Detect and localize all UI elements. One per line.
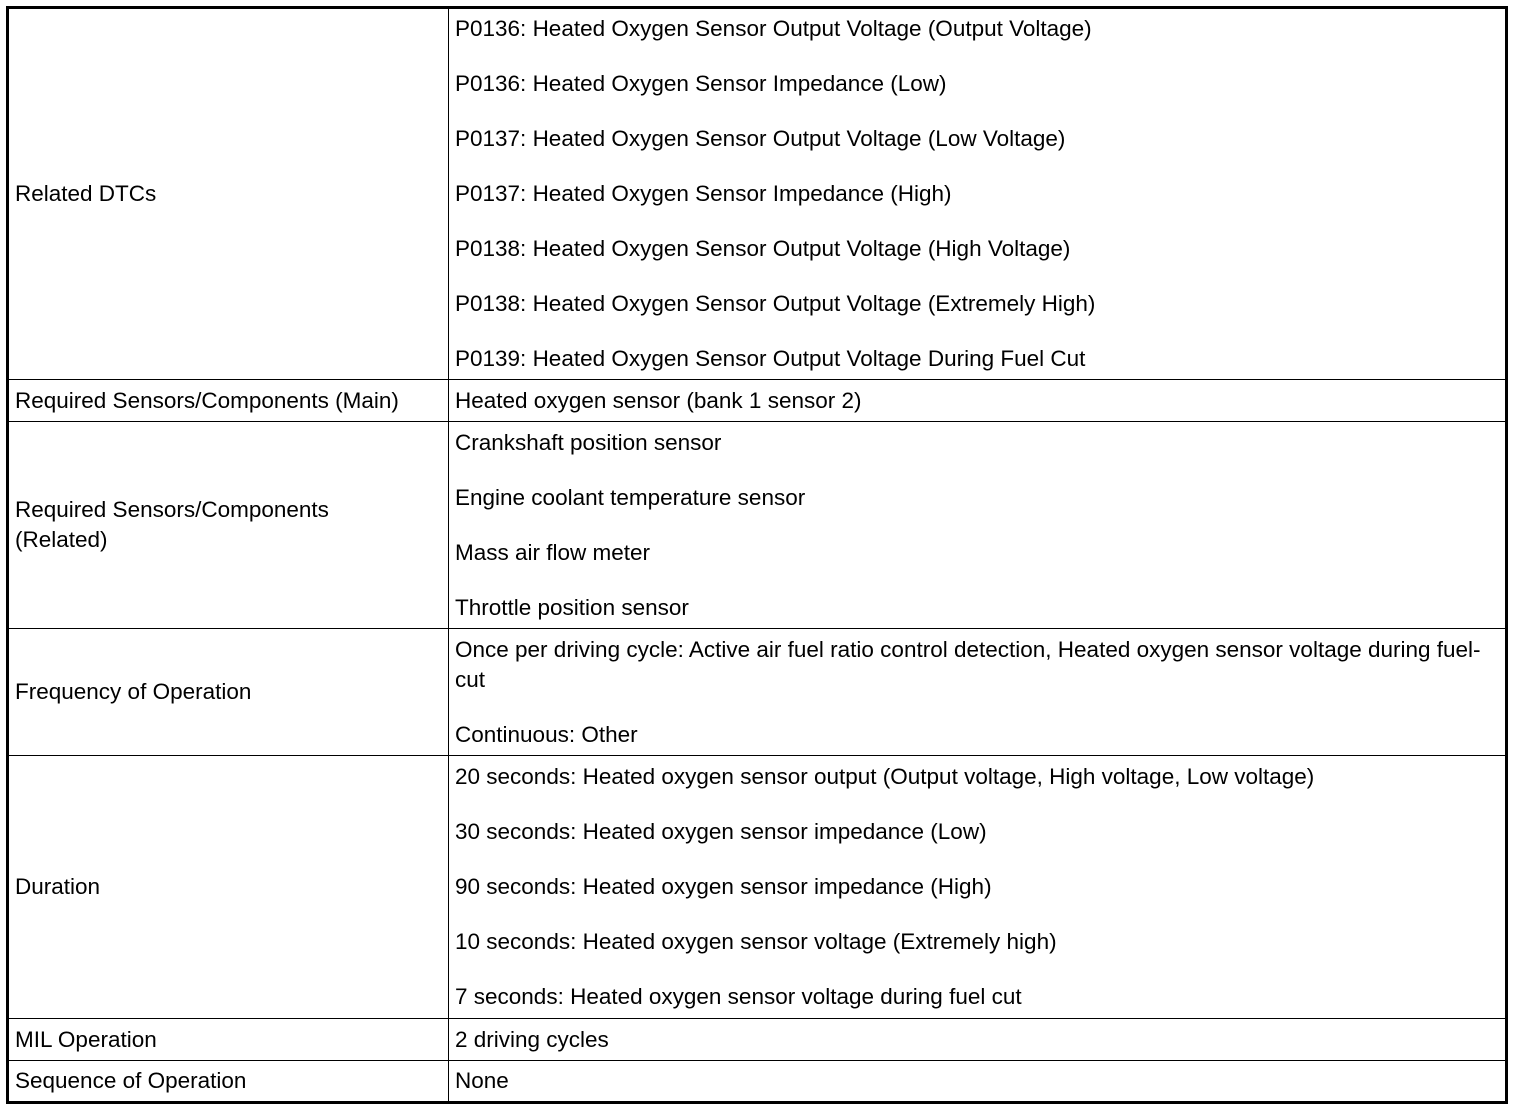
row-required-sensors-related [8, 422, 1507, 629]
row-duration [8, 756, 1507, 1019]
row-label: Required Sensors/Components (Related) [8, 422, 449, 629]
row-values [449, 1019, 1507, 1061]
row-label: Duration [8, 756, 449, 1019]
dtc-entry: P0136: Heated Oxygen Sensor Impedance (Low) [455, 71, 947, 96]
row-values [449, 380, 1507, 422]
row-values [449, 8, 1507, 380]
row-label: Related DTCs [8, 8, 449, 380]
duration-entry: 90 seconds: Heated oxygen sensor impedance (High) [455, 874, 992, 899]
row-frequency-of-operation [8, 629, 1507, 756]
row-related-dtcs [8, 8, 1507, 380]
mil-entry: 2 driving cycles [455, 1026, 609, 1052]
sensor-entry: Mass air flow meter [455, 539, 651, 565]
duration-entry: 20 seconds: Heated oxygen sensor output (Output voltage, High voltage, Low voltage) [455, 764, 1315, 789]
sensor-entry: Heated oxygen sensor (bank 1 sensor 2) [455, 387, 862, 413]
row-values [449, 629, 1507, 756]
duration-entry: 7 seconds: Heated oxygen sensor voltage during fuel cut [455, 984, 1022, 1009]
dtc-entry: P0136: Heated Oxygen Sensor Output Voltage (Output Voltage) [455, 16, 1092, 41]
row-mil-operation [8, 1019, 1507, 1061]
dtc-entry: P0137: Heated Oxygen Sensor Output Voltage (Low Voltage) [455, 126, 1066, 151]
sensor-entry: Engine coolant temperature sensor [455, 484, 806, 510]
sensor-entry: Throttle position sensor [455, 594, 689, 620]
dtc-entry: P0138: Heated Oxygen Sensor Output Voltage (Extremely High) [455, 291, 1096, 316]
dtc-entry: P0139: Heated Oxygen Sensor Output Voltage During Fuel Cut [455, 346, 1086, 371]
row-label: MIL Operation [8, 1019, 449, 1061]
sensor-entry: Crankshaft position sensor [455, 429, 722, 455]
row-required-sensors-main [8, 380, 1507, 422]
dtc-entry: P0137: Heated Oxygen Sensor Impedance (High) [455, 181, 952, 206]
row-label: Required Sensors/Components (Main) [8, 380, 449, 422]
row-label: Frequency of Operation [8, 629, 449, 756]
frequency-entry: Continuous: Other [455, 721, 638, 747]
duration-entry: 30 seconds: Heated oxygen sensor impedance (Low) [455, 819, 987, 844]
row-sequence-of-operation [8, 1061, 1507, 1103]
dtc-entry: P0138: Heated Oxygen Sensor Output Voltage (High Voltage) [455, 236, 1071, 261]
row-values [449, 756, 1507, 1019]
row-values [449, 422, 1507, 629]
monitor-spec-table [6, 6, 1508, 1104]
frequency-entry: Once per driving cycle: Active air fuel ratio control detection, Heated oxygen sensor voltage during fuel-cut [455, 636, 1481, 692]
duration-entry: 10 seconds: Heated oxygen sensor voltage (Extremely high) [455, 929, 1057, 954]
row-values [449, 1061, 1507, 1103]
row-label: Sequence of Operation [8, 1061, 449, 1103]
sequence-entry: None [455, 1068, 509, 1093]
